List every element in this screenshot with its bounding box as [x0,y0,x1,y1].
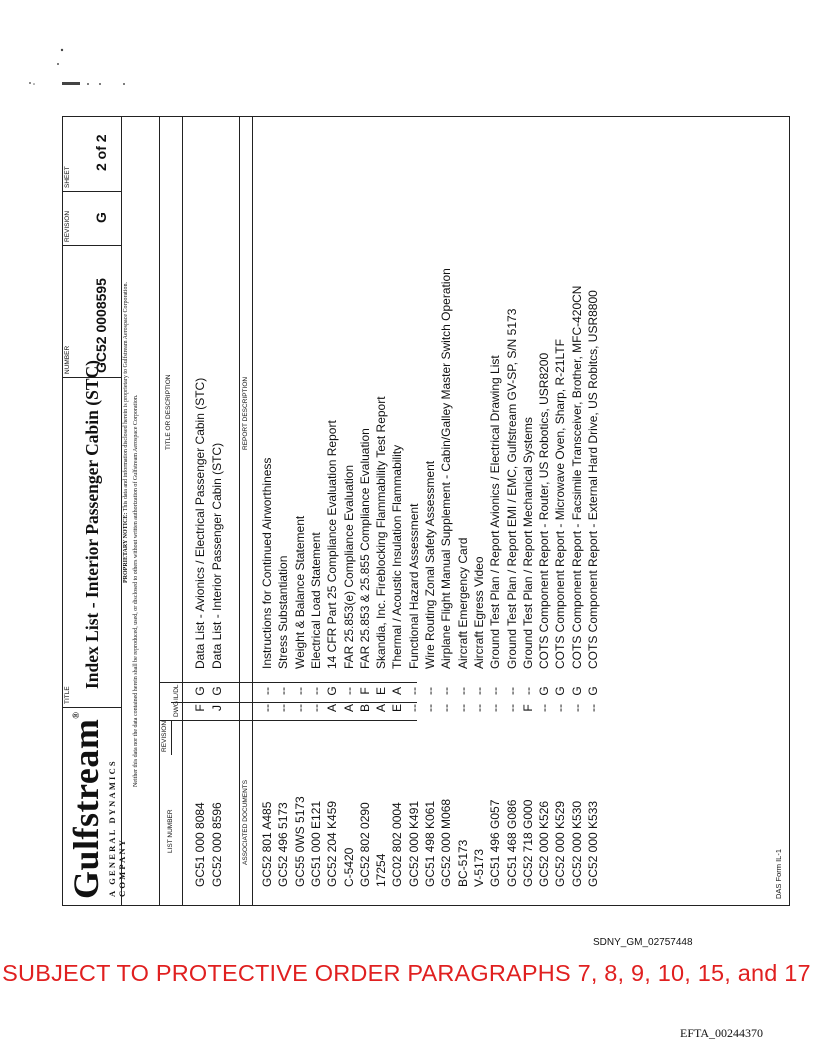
document-number-cell: GC52 000 K533 [586,800,600,887]
dwg-rev: -- [569,704,584,712]
ildl-rev: -- [423,687,437,695]
dwg-rev: J [210,705,224,711]
col-ildl: IL/DL [173,684,180,700]
scan-specks [0,0,140,110]
dwg-rev: A [374,704,389,713]
report-description-header: REPORT DESCRIPTION [242,376,249,450]
document-number-cell: GC52 204 K459 [325,800,340,887]
title-cell [63,360,121,707]
dwg-rev: F [193,704,207,712]
ildl-rev: G [193,686,207,696]
ildl-rev: -- [455,687,470,695]
document-number-cell: GC52 718 G000 [520,799,535,887]
dwg-rev: -- [553,704,568,712]
document-number-cell: GC02 802 0004 [390,802,405,887]
revision-underline [171,721,172,755]
document-number-cell: GC52 000 K491 [406,800,421,887]
document-description: Wire Routing Zonal Safety Assessment [423,460,437,669]
dwg-rev: -- [292,704,307,712]
ildl-rev: -- [406,687,421,695]
document-description: Electrical Load Statement [308,532,323,669]
document-number-cell: GC55 0WS 5173 [292,796,307,887]
document-number-cell: GC52 801 A485 [260,801,274,887]
document-description: COTS Component Report - Router, US Robotics, USR8200 [537,352,552,669]
document-number-cell: GC52 496 5173 [276,802,291,887]
list-description: Data List - Avionics / Electrical Passenger Cabin (STC) [193,377,207,669]
document-description: Stress Substantiation [276,555,291,669]
number-caption: NUMBER [64,345,71,374]
notice-line-1: PROPRIETARY NOTICE: This data and information disclosed herein is proprietary to Gulfstream Aerospace Corporation. [123,282,129,583]
ildl-rev: -- [520,687,535,695]
dwg-rev: -- [423,704,437,712]
document-title: Index List - Interior Passenger Cabin (STC) [82,360,102,689]
dwg-rev: -- [488,704,503,712]
form-label: DAS Form IL-1 [774,848,783,899]
document-description: Airplane Flight Manual Supplement - Cabin/Galley Master Switch Operation [439,268,454,669]
col-revision: REVISION [161,720,168,752]
ildl-rev: A [390,687,405,696]
document-number-cell: GC51 468 G086 [504,799,519,887]
ildl-rev: G [325,686,340,696]
col-list-number: LIST NUMBER [167,809,174,853]
revision-caption: REVISION [64,210,71,242]
document-description: Aircraft Emergency Card [455,537,470,669]
document-number-cell: V-5173 [471,848,486,887]
dwg-rev: -- [308,704,323,712]
title-caption: TITLE [64,686,71,704]
document-description: Functional Hazard Assessment [406,503,421,669]
document-description: Ground Test Plan / Report EMI / EMC, Gulfstream GV-SP, S/N 5173 [504,308,519,669]
ildl-rev: G [586,686,600,696]
logo-cell [63,707,127,905]
document-description: COTS Component Report - External Hard Drive, US Robitcs, USR8800 [586,290,600,669]
section-rule [239,117,240,905]
sheet-caption: SHEET [64,166,71,188]
document-number-cell: GC52 000 M068 [439,798,454,887]
dwg-rev: -- [537,704,552,712]
ildl-rev: G [210,686,224,696]
document-scan [62,116,790,906]
dwg-rev: -- [260,704,274,712]
protective-order-notice: SUBJECT TO PROTECTIVE ORDER PARAGRAPHS 7, 8, 9, 10, 15, and 17 [2,960,811,986]
sheet-cell [63,118,121,191]
ildl-rev: -- [260,687,274,695]
ildl-rev: -- [439,687,454,695]
dwg-rev: A [325,704,340,713]
index-list-sheet [62,116,790,906]
col-dwg: DWG [173,701,180,717]
logo-tagline: A GENERAL DYNAMICS COMPANY [107,759,127,897]
dwg-rev: -- [471,704,486,712]
document-description: COTS Component Report - Facsimile Transceiver, Brother, MFC-420CN [569,285,584,669]
document-number-cell: GC51 498 K061 [423,800,437,887]
ildl-rev: F [357,687,372,695]
dwg-rev: -- [504,704,519,712]
document-revision: G [93,212,109,223]
ildl-rev: -- [488,687,503,695]
document-description: FAR 25.853 & 25.855 Compliance Evaluation [357,428,372,669]
dwg-rev: -- [586,704,600,712]
ildl-rev: -- [308,687,323,695]
document-number-cell: GC52 000 K530 [569,800,584,887]
document-description: Skandia, Inc. Fireblocking Flammability Test Report [374,396,389,669]
bates-number: SDNY_GM_02757448 [593,937,693,948]
list-description: Data List - Interior Passenger Cabin (STC) [210,442,224,669]
associated-documents-header: ASSOCIATED DOCUMENTS [242,779,249,865]
document-description: Ground Test Plan / Report Avionics / Electrical Drawing List [488,355,503,669]
document-description: Weight & Balance Statement [292,515,307,669]
section-rule-2 [252,117,253,905]
col-rule-3 [159,682,417,683]
ildl-rev: G [537,686,552,696]
document-description: COTS Component Report - Microwave Oven, Sharp, R-21LTF [553,339,568,669]
document-description: 14 CFR Part 25 Compliance Evaluation Report [325,420,340,669]
number-cell [63,245,121,377]
revision-cell [63,191,121,245]
ildl-rev: G [553,686,568,696]
document-number-cell: C-5420 [341,847,356,887]
document-number-cell: BC-5173 [455,839,470,887]
document-number-cell: GC52 000 K529 [553,800,568,887]
document-description: Ground Test Plan / Report Mechanical Systems [520,417,535,669]
dwg-rev: B [357,704,372,713]
document-number-cell: GC52 000 K526 [537,800,552,887]
document-number-cell: GC52 802 0290 [357,802,372,887]
proprietary-notice [121,117,159,905]
ildl-rev: -- [471,687,486,695]
document-description: FAR 25.853(e) Compliance Evaluation [341,464,356,669]
col-title-description: TITLE OR DESCRIPTION [165,374,172,450]
ildl-rev: -- [504,687,519,695]
dwg-rev: A [341,704,356,713]
ildl-rev: E [374,687,389,696]
dwg-rev: F [520,704,535,712]
document-description: Thermal / Acoustic Insulation Flammability [390,444,405,669]
gulfstream-logo: Gulfstream® [66,711,106,899]
dwg-rev: -- [406,704,421,712]
document-description: Instructions for Continued Airworthiness [260,457,274,669]
header-bottom-line [182,117,183,905]
list-number: GC51 000 8084 [193,802,207,887]
ildl-rev: -- [276,687,291,695]
document-number-cell: GC51 000 E121 [308,800,323,887]
efta-number: EFTA_00244370 [680,1026,764,1040]
dwg-rev: -- [439,704,454,712]
ildl-rev: G [569,686,584,696]
document-number-cell: 17254 [374,853,389,887]
document-number-cell: GC51 496 G057 [488,799,503,887]
dwg-rev: -- [276,704,291,712]
dwg-rev: -- [455,704,470,712]
sheet-number: 2 of 2 [93,134,109,171]
title-block [63,117,160,905]
col-rule-1 [159,720,417,721]
list-number: GC52 000 8596 [210,802,224,887]
ildl-rev: -- [341,687,356,695]
dwg-rev: E [390,704,405,713]
ildl-rev: -- [292,687,307,695]
document-number: GC52 0008595 [93,278,109,373]
document-description: Aircraft Egress Video [471,556,486,669]
notice-line-2: Neither this data nor the data contained herein shall be reproduced, used, or disclosed to others without written authorization of Gulfstream Aerospace Corporation. [133,394,139,787]
